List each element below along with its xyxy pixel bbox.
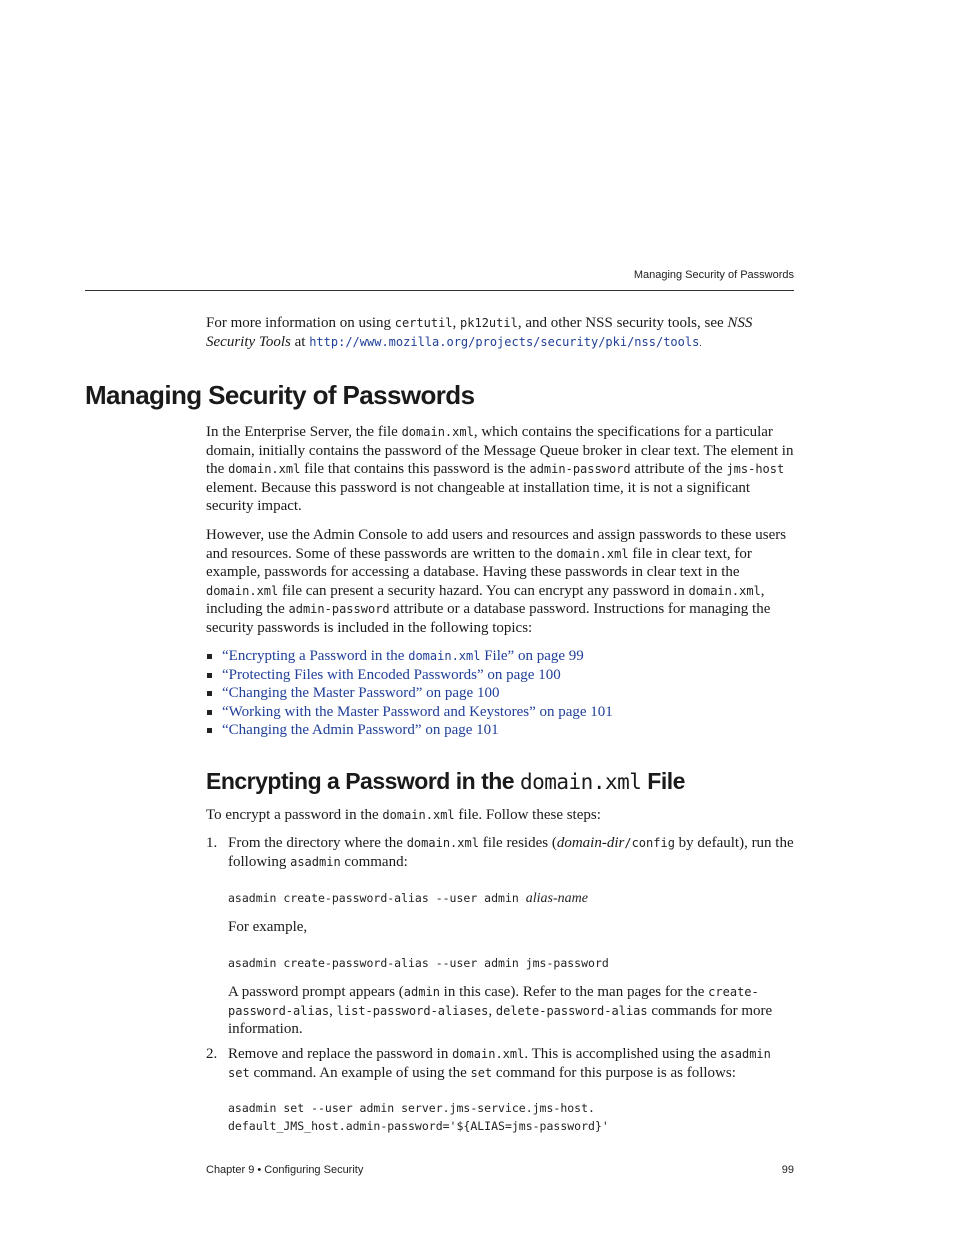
paragraph-admin-console: However, use the Admin Console to add users and resources and assign passwords to these users and resources. Some of these passwords are written to the domain.xml file in clear text, for example, passwords for accessing a database. Having these passwords in clear text in the domain.xml file can present a security hazard. You can encrypt any password in domain.xml, including the admin-password attribute or a database password. Instructions for managing the security passwords is included in the following topics: <box>206 527 787 636</box>
code-example-create-alias: asadmin create-password-alias --user admin alias-name <box>228 891 588 906</box>
for-example-text: For example, <box>228 919 308 935</box>
step-1: 1. From the directory where the domain.xml file resides (domain-dir/config by default), run the following asadmin command: <box>206 835 794 870</box>
nss-tools-link[interactable]: http://www.mozilla.org/projects/security/pki/nss/tools <box>309 334 700 349</box>
running-head: Managing Security of Passwords <box>633 269 794 281</box>
list-item <box>206 703 613 722</box>
step-number: 2. <box>206 1046 218 1062</box>
step-2: 2. Remove and replace the password in domain.xml. This is accomplished using the asadmin set command. An example of using the set command for this purpose is as follows: <box>206 1046 771 1081</box>
code-example-asadmin-set: asadmin set --user admin server.jms-service.jms-host. default_JMS_host.admin-password='${ALIAS=jms-password}' <box>228 1101 609 1133</box>
link-encrypting-password[interactable]: “Encrypting a Password in the domain.xml File” on page 99 <box>222 648 584 664</box>
step-number: 1. <box>206 835 218 851</box>
paragraph-domain-xml: In the Enterprise Server, the file domain.xml, which contains the specifications for a particular domain, initially contains the password of the Message Queue broker in clear text. The element in the domain.xml file that contains this password is the admin-password attribute of the jms-host element. Because this password is not changeable at installation time, it is not a significant security impact. <box>206 424 794 515</box>
nss-tools-title: NSS Security Tools <box>206 315 753 350</box>
subsection-heading: Encrypting a Password in the domain.xml File <box>206 768 685 794</box>
intro-paragraph: For more information on using certutil, pk12util, and other NSS security tools, see NSS Security Tools at http://www.mozilla.org/projects/security/pki/nss/tools. <box>206 315 753 350</box>
code-example-jms-password: asadmin create-password-alias --user admin jms-password <box>228 956 609 970</box>
link-protecting-files[interactable]: “Protecting Files with Encoded Passwords” on page 100 <box>222 666 561 683</box>
page-number: 99 <box>781 1164 794 1176</box>
link-changing-admin-password[interactable]: “Changing the Admin Password” on page 101 <box>222 722 499 739</box>
link-changing-master-password[interactable]: “Changing the Master Password” on page 100 <box>222 685 500 702</box>
footer-chapter: Chapter 9 • Configuring Security <box>206 1164 364 1176</box>
password-prompt-note: A password prompt appears (admin in this case). Refer to the man pages for the create-password-alias, list-password-aliases, delete-password-alias commands for more information. <box>228 984 773 1038</box>
list-item <box>206 684 613 703</box>
header-rule <box>85 290 794 291</box>
list-item <box>206 647 613 666</box>
list-item <box>206 666 613 685</box>
topics-list <box>206 647 613 740</box>
section-heading: Managing Security of Passwords <box>85 380 475 410</box>
steps-intro: To encrypt a password in the domain.xml file. Follow these steps: <box>206 807 601 823</box>
list-item <box>206 721 613 740</box>
link-master-password-keystores[interactable]: “Working with the Master Password and Keystores” on page 101 <box>222 703 613 720</box>
